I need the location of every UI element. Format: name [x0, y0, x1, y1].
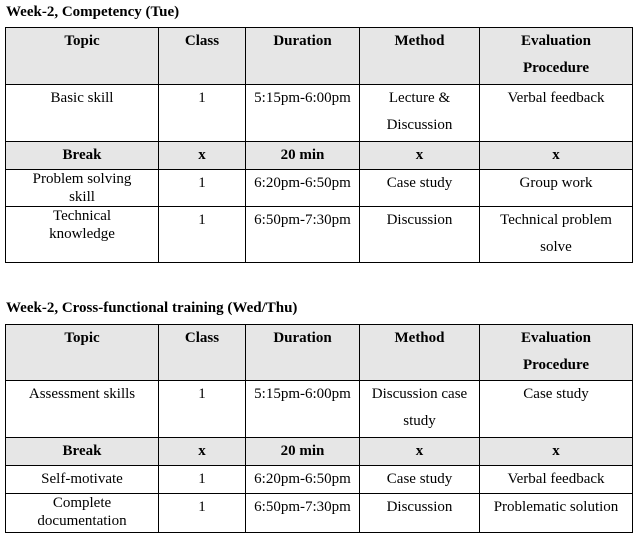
cell-method [360, 85, 480, 142]
cell-topic-line: skill [69, 189, 95, 205]
cell-class: 1 [159, 85, 246, 142]
cell-evaluation: x [480, 438, 633, 466]
cell-method: Case study [360, 170, 480, 207]
break-row [6, 142, 633, 170]
cell-method [360, 381, 480, 438]
cell-class: 1 [159, 170, 246, 207]
header-topic: Topic [6, 28, 159, 85]
header-procedure: Procedure [522, 60, 590, 76]
cell-duration: 6:50pm-7:30pm [246, 494, 360, 533]
header-evaluation-procedure [480, 28, 633, 85]
cell-duration: 6:20pm-6:50pm [246, 170, 360, 207]
cell-method: Discussion [360, 494, 480, 533]
header-row [6, 325, 633, 381]
header-evaluation: Evaluation [520, 330, 592, 346]
cell-topic: Self-motivate [6, 466, 159, 494]
cell-method-line: study [403, 413, 436, 429]
header-evaluation: Evaluation [520, 33, 592, 49]
table-row [6, 466, 633, 494]
header-topic: Topic [6, 325, 159, 381]
cell-topic-line: Technical [52, 208, 112, 224]
cell-evaluation: x [480, 142, 633, 170]
cell-topic [6, 494, 159, 533]
header-procedure: Procedure [522, 357, 590, 373]
cell-duration: 20 min [246, 142, 360, 170]
cell-evaluation: Problematic solution [480, 494, 633, 533]
cell-class: 1 [159, 207, 246, 263]
header-duration: Duration [246, 28, 360, 85]
cell-topic [6, 207, 159, 263]
cell-duration: 5:15pm-6:00pm [246, 85, 360, 142]
header-row [6, 28, 633, 85]
cell-duration: 20 min [246, 438, 360, 466]
cell-evaluation: Case study [480, 381, 633, 438]
cell-evaluation-line: solve [540, 239, 572, 255]
cell-duration: 5:15pm-6:00pm [246, 381, 360, 438]
cell-topic: Assessment skills [6, 381, 159, 438]
section1-title: Week-2, Competency (Tue) [6, 4, 180, 20]
table-row [6, 207, 633, 263]
competency-table [5, 27, 633, 263]
cell-topic: Break [6, 438, 159, 466]
cell-topic-line: Complete [52, 495, 112, 511]
header-method: Method [360, 325, 480, 381]
header-method: Method [360, 28, 480, 85]
cell-topic: Basic skill [6, 85, 159, 142]
cell-topic-line: documentation [37, 513, 127, 529]
table-row [6, 381, 633, 438]
cell-duration: 6:50pm-7:30pm [246, 207, 360, 263]
cross-functional-table [5, 324, 633, 533]
cell-class: 1 [159, 466, 246, 494]
table-row [6, 85, 633, 142]
cell-class: x [159, 142, 246, 170]
cell-evaluation [480, 207, 633, 263]
cell-topic-line: knowledge [49, 226, 115, 242]
cell-method-line: Lecture & [388, 90, 451, 106]
cell-method: Case study [360, 466, 480, 494]
cell-topic-line: Problem solving [32, 171, 132, 187]
cell-topic [6, 170, 159, 207]
cell-method: x [360, 142, 480, 170]
header-class: Class [159, 28, 246, 85]
cell-class: 1 [159, 494, 246, 533]
cell-method: Discussion [360, 207, 480, 263]
cell-method: x [360, 438, 480, 466]
cell-duration: 6:20pm-6:50pm [246, 466, 360, 494]
break-row [6, 438, 633, 466]
cell-method-line: Discussion [386, 117, 453, 133]
cell-class: x [159, 438, 246, 466]
table-row [6, 170, 633, 207]
header-duration: Duration [246, 325, 360, 381]
cell-topic: Break [6, 142, 159, 170]
header-class: Class [159, 325, 246, 381]
cell-method-line: Discussion case [371, 386, 468, 402]
cell-evaluation: Verbal feedback [480, 85, 633, 142]
cell-class: 1 [159, 381, 246, 438]
cell-evaluation: Group work [480, 170, 633, 207]
table-row [6, 494, 633, 533]
header-evaluation-procedure [480, 325, 633, 381]
cell-evaluation: Verbal feedback [480, 466, 633, 494]
section2-title: Week-2, Cross-functional training (Wed/Thu) [6, 300, 298, 316]
cell-evaluation-line: Technical problem [500, 212, 612, 228]
